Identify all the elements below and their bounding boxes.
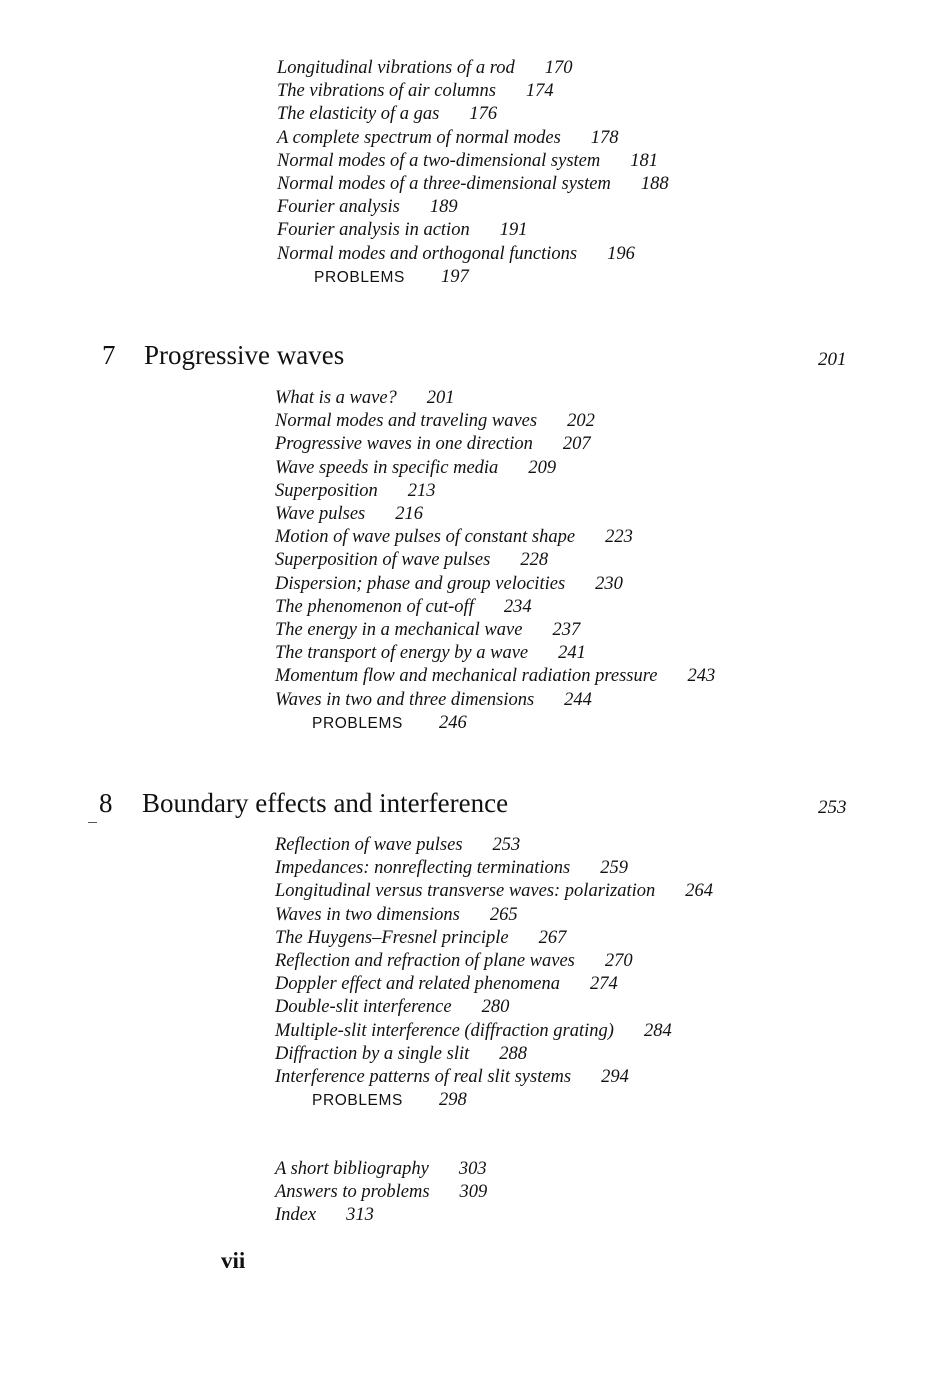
problems-label: PROBLEMS bbox=[314, 268, 405, 286]
entry-title: Answers to problems bbox=[275, 1182, 430, 1203]
toc-entry[interactable] bbox=[275, 1043, 713, 1066]
entry-page: 265 bbox=[489, 904, 518, 925]
problems-entry[interactable] bbox=[275, 1089, 713, 1112]
entry-page: 189 bbox=[429, 197, 458, 218]
entry-title: Longitudinal versus transverse waves: polarization bbox=[275, 881, 656, 902]
entry-page: 309 bbox=[459, 1182, 488, 1203]
entry-title: Reflection and refraction of plane waves bbox=[275, 951, 575, 972]
page-number: vii bbox=[221, 1248, 246, 1273]
toc-entry[interactable] bbox=[275, 642, 715, 665]
toc-entry[interactable] bbox=[275, 596, 715, 619]
entry-title: Double-slit interference bbox=[275, 997, 452, 1018]
toc-entry[interactable] bbox=[275, 457, 715, 480]
entry-page: 216 bbox=[395, 504, 424, 525]
problems-entry[interactable] bbox=[277, 266, 669, 289]
entry-page: 284 bbox=[643, 1020, 672, 1041]
entry-title: Wave pulses bbox=[275, 504, 366, 525]
entry-page: 303 bbox=[458, 1159, 487, 1179]
toc-entry[interactable] bbox=[277, 196, 669, 219]
entry-title: Multiple-slit interference (diffraction grating) bbox=[275, 1020, 614, 1041]
toc-entry[interactable] bbox=[275, 549, 715, 572]
entry-title: Index bbox=[275, 1205, 317, 1226]
entry-title: Fourier analysis bbox=[277, 197, 400, 218]
entry-title: Longitudinal vibrations of a rod bbox=[277, 58, 515, 78]
toc-entry[interactable] bbox=[275, 950, 713, 973]
entry-title: Superposition bbox=[275, 480, 378, 501]
problems-label: PROBLEMS bbox=[312, 714, 403, 732]
chapter-7-title[interactable]: Progressive waves bbox=[144, 340, 345, 370]
toc-entry[interactable] bbox=[275, 927, 713, 950]
entry-title: Normal modes and orthogonal functions bbox=[277, 243, 578, 264]
entry-title: The Huygens–Fresnel principle bbox=[275, 927, 509, 948]
entry-title: Doppler effect and related phenomena bbox=[275, 974, 560, 995]
entry-title: Waves in two and three dimensions bbox=[275, 689, 535, 710]
toc-entry[interactable] bbox=[275, 880, 713, 903]
entry-page: 313 bbox=[346, 1205, 374, 1226]
chapter-8-title[interactable]: Boundary effects and interference bbox=[142, 788, 509, 818]
entry-title: Dispersion; phase and group velocities bbox=[275, 573, 566, 594]
entry-page: 181 bbox=[630, 150, 658, 171]
entry-page: 223 bbox=[605, 527, 633, 548]
entry-title: Fourier analysis in action bbox=[277, 220, 470, 241]
chapter-8-page: 253 bbox=[818, 797, 847, 818]
entry-title: Waves in two dimensions bbox=[275, 904, 460, 925]
entry-page: 170 bbox=[544, 58, 573, 78]
entry-title: A short bibliography bbox=[275, 1159, 429, 1179]
entry-page: 294 bbox=[601, 1067, 629, 1088]
entry-title: The energy in a mechanical wave bbox=[275, 620, 523, 641]
entry-page: 191 bbox=[499, 220, 528, 241]
toc-entry[interactable] bbox=[275, 526, 715, 549]
back-matter-list bbox=[275, 1158, 487, 1228]
entry-page: 213 bbox=[407, 480, 436, 501]
entry-page: 267 bbox=[538, 927, 567, 948]
toc-entry[interactable] bbox=[275, 665, 715, 688]
entry-title: Progressive waves in one direction bbox=[275, 434, 533, 455]
entry-title: A complete spectrum of normal modes bbox=[277, 127, 561, 148]
problems-page: 197 bbox=[440, 266, 469, 287]
toc-entry[interactable] bbox=[275, 834, 713, 857]
entry-page: 201 bbox=[426, 388, 455, 408]
toc-entry[interactable] bbox=[275, 1066, 713, 1089]
entry-page: 209 bbox=[528, 457, 557, 478]
entry-title: The phenomenon of cut-off bbox=[275, 596, 474, 617]
entry-title: Impedances: nonreflecting terminations bbox=[275, 858, 571, 879]
toc-entry[interactable] bbox=[275, 480, 715, 503]
entry-title: Normal modes of a two-dimensional system bbox=[277, 150, 601, 171]
toc-entry[interactable] bbox=[277, 150, 669, 173]
entry-page: 176 bbox=[469, 104, 498, 125]
toc-entry[interactable] bbox=[275, 689, 715, 712]
chapter-7-section-list bbox=[275, 387, 715, 735]
toc-entry[interactable] bbox=[275, 503, 715, 526]
entry-page: 243 bbox=[687, 666, 716, 687]
entry-page: 288 bbox=[499, 1043, 527, 1064]
chapter-8-number: 8 bbox=[99, 788, 113, 818]
entry-page: 241 bbox=[558, 643, 586, 664]
entry-title: The transport of energy by a wave bbox=[275, 643, 529, 664]
entry-title: Superposition of wave pulses bbox=[275, 550, 491, 571]
toc-entry[interactable] bbox=[277, 80, 669, 103]
entry-page: 234 bbox=[503, 596, 532, 617]
toc-entry[interactable] bbox=[275, 1181, 487, 1204]
entry-title: Interference patterns of real slit systems bbox=[275, 1067, 572, 1088]
toc-entry[interactable] bbox=[275, 573, 715, 596]
toc-entry[interactable] bbox=[277, 103, 669, 126]
entry-title: Reflection of wave pulses bbox=[275, 835, 463, 855]
entry-title: What is a wave? bbox=[275, 388, 397, 408]
toc-entry[interactable] bbox=[275, 857, 713, 880]
entry-page: 259 bbox=[600, 858, 629, 879]
toc-entry[interactable] bbox=[275, 973, 713, 996]
continued-section-list bbox=[277, 57, 669, 289]
toc-entry[interactable] bbox=[275, 433, 715, 456]
chapter-7-number: 7 bbox=[102, 340, 116, 370]
entry-page: 270 bbox=[604, 951, 633, 972]
entry-title: Motion of wave pulses of constant shape bbox=[275, 527, 576, 548]
entry-page: 174 bbox=[525, 81, 554, 102]
entry-page: 244 bbox=[564, 689, 592, 710]
toc-entry[interactable] bbox=[277, 219, 669, 242]
entry-page: 230 bbox=[595, 573, 623, 594]
toc-entry[interactable] bbox=[277, 173, 669, 196]
entry-title: Wave speeds in specific media bbox=[275, 457, 499, 478]
problems-label: PROBLEMS bbox=[312, 1092, 403, 1110]
margin-mark bbox=[88, 822, 97, 823]
toc-entry[interactable] bbox=[275, 996, 713, 1019]
entry-title: Normal modes of a three-dimensional system bbox=[277, 174, 611, 195]
problems-page: 298 bbox=[438, 1090, 467, 1111]
toc-entry[interactable] bbox=[275, 904, 713, 927]
entry-page: 207 bbox=[562, 434, 591, 455]
toc-entry[interactable] bbox=[275, 1158, 487, 1181]
entry-page: 280 bbox=[481, 997, 510, 1018]
entry-page: 196 bbox=[607, 243, 635, 264]
entry-page: 202 bbox=[567, 411, 595, 432]
entry-page: 237 bbox=[552, 620, 581, 641]
entry-title: Momentum flow and mechanical radiation pressure bbox=[275, 666, 658, 687]
problems-page: 246 bbox=[438, 712, 467, 733]
toc-entry[interactable] bbox=[277, 57, 669, 80]
toc-entry[interactable] bbox=[275, 387, 715, 410]
entry-title: The elasticity of a gas bbox=[277, 104, 440, 125]
chapter-7-page: 201 bbox=[818, 349, 847, 370]
entry-page: 178 bbox=[590, 127, 619, 148]
toc-entry[interactable] bbox=[277, 127, 669, 150]
toc-entry[interactable] bbox=[277, 243, 669, 266]
entry-page: 274 bbox=[589, 974, 618, 995]
entry-page: 264 bbox=[685, 881, 714, 902]
entry-title: Diffraction by a single slit bbox=[275, 1043, 470, 1064]
chapter-8-section-list bbox=[275, 834, 713, 1112]
toc-entry[interactable] bbox=[275, 619, 715, 642]
toc-entry[interactable] bbox=[275, 1020, 713, 1043]
entry-title: Normal modes and traveling waves bbox=[275, 411, 538, 432]
toc-entry[interactable] bbox=[275, 1204, 487, 1227]
problems-entry[interactable] bbox=[275, 712, 715, 735]
entry-page: 228 bbox=[520, 550, 549, 571]
entry-title: The vibrations of air columns bbox=[277, 81, 496, 102]
entry-page: 253 bbox=[492, 835, 521, 855]
entry-page: 188 bbox=[640, 174, 669, 195]
toc-entry[interactable] bbox=[275, 410, 715, 433]
